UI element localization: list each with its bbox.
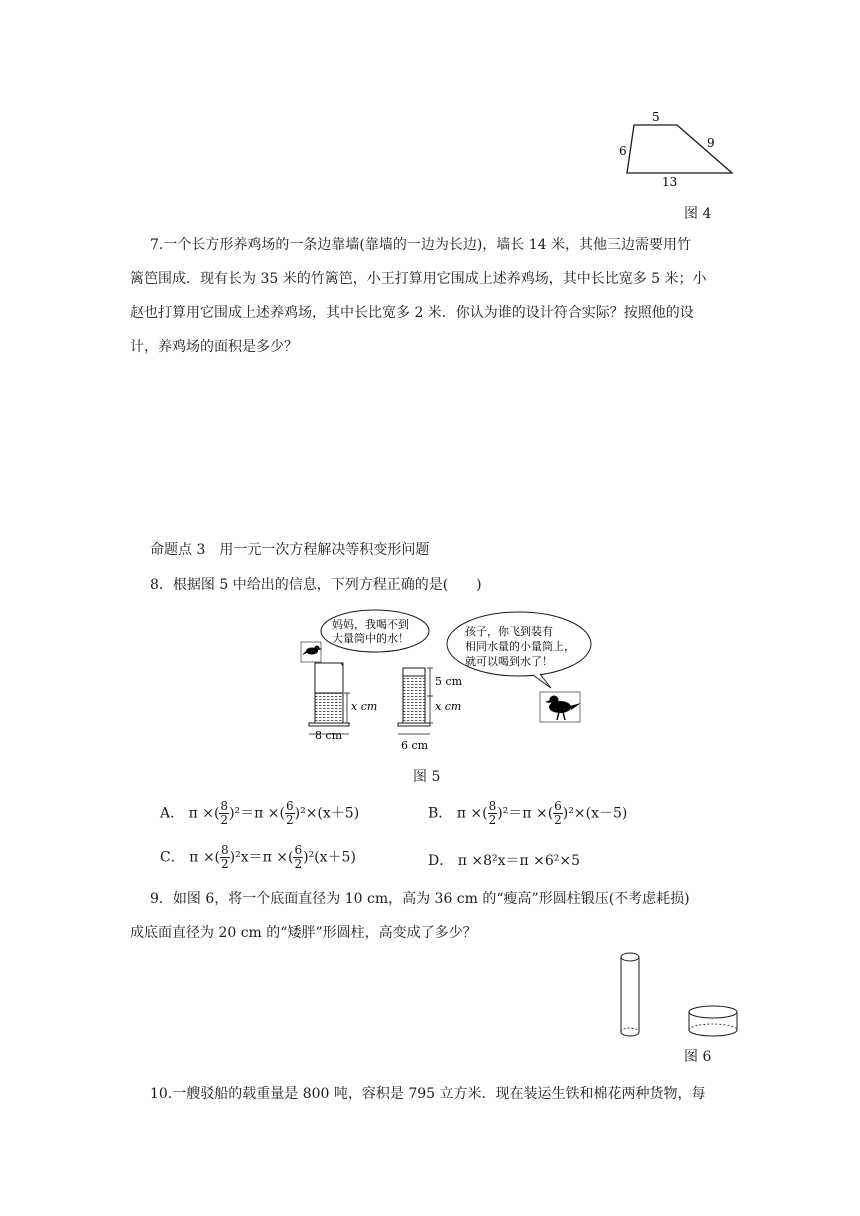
option-b-fraction-2 <box>553 800 563 827</box>
q8-option-c <box>160 844 356 871</box>
option-a-text-3: )²×(x＋5) <box>294 805 360 822</box>
option-c-fraction-1 <box>220 844 230 871</box>
section-3-heading: 命题点 3 用一元一次方程解决等积变形问题 <box>150 542 430 558</box>
option-b-text-2: )²＝π ×( <box>497 805 554 822</box>
small-cylinder-width-label: 6 cm <box>401 739 429 752</box>
option-c-frac-2-numerator: 6 <box>294 843 303 857</box>
large-cylinder-height-label: x cm <box>351 700 378 713</box>
large-cylinder-width-label: 8 cm <box>315 729 343 742</box>
bubble-left-line-2: 大量筒中的水！ <box>332 632 409 645</box>
option-c-frac-1-numerator: 8 <box>221 843 229 857</box>
bird-icon-small <box>302 646 322 656</box>
option-b-frac-2-numerator: 6 <box>554 799 562 813</box>
option-a-frac-2-denominator: 2 <box>285 813 294 827</box>
option-c-text-3: )²(x＋5) <box>303 849 356 866</box>
option-b-letter: B． <box>428 805 453 822</box>
option-a-fraction-2 <box>285 800 295 827</box>
option-b-text-3: )²×(x－5) <box>562 805 628 822</box>
figure6-cylinders <box>612 950 742 1045</box>
option-d-letter: D． <box>428 853 454 869</box>
q8-stem: 8．根据图 5 中给出的信息，下列方程正确的是( ) <box>150 577 482 593</box>
option-a-frac-1-denominator: 2 <box>220 813 229 827</box>
figure4-caption: 图 4 <box>684 206 712 222</box>
trapezoid-label-bottom: 13 <box>662 175 678 189</box>
option-b-text-1: π ×( <box>456 805 488 822</box>
option-b-frac-2-denominator: 2 <box>554 813 562 827</box>
q7-line-3: 赵也打算用它围成上述养鸡场，其中长比宽多 2 米．你认为谁的设计符合实际？按照他的设 <box>130 305 694 321</box>
q9-line-2: 成底面直径为 20 cm 的“矮胖”形圆柱，高变成了多少？ <box>130 925 477 941</box>
option-a-text-2: )²＝π ×( <box>229 805 285 822</box>
option-c-fraction-2 <box>293 844 303 871</box>
option-d-text: π ×8²x＝π ×6²×5 <box>457 853 581 869</box>
q7-line-1: 7.一个长方形养鸡场的一条边靠墙(靠墙的一边为长边)，墙长 14 米，其他三边需要用竹 <box>150 237 691 253</box>
option-a-frac-1-numerator: 8 <box>220 799 229 813</box>
q7-line-4: 计，养鸡场的面积是多少？ <box>130 339 298 355</box>
small-cylinder-gap-label: 5 cm <box>435 675 463 688</box>
option-b-frac-1-numerator: 8 <box>488 799 497 813</box>
q9-line-1: 9．如图 6，将一个底面直径为 10 cm，高为 36 cm 的“瘦高”形圆柱锻压(不考虑耗损) <box>150 891 690 907</box>
option-c-frac-1-denominator: 2 <box>221 857 229 871</box>
question-9 <box>130 882 740 950</box>
option-c-frac-2-denominator: 2 <box>294 857 303 871</box>
option-a-text-1: π ×( <box>188 805 220 822</box>
bubble-left-line-1: 妈妈，我喝不到 <box>332 618 409 631</box>
trapezoid-label-left: 6 <box>619 144 627 158</box>
q8-option-a <box>160 800 359 827</box>
question-7 <box>130 228 740 364</box>
option-a-fraction-1 <box>219 800 229 827</box>
bird-icon-large <box>545 696 581 721</box>
option-b-frac-1-denominator: 2 <box>488 813 497 827</box>
q10-line-1: 10.一艘驳船的载重量是 800 吨，容积是 795 立方米．现在装运生铁和棉花两种货物，每 <box>150 1086 706 1102</box>
small-cylinder-height-label: x cm <box>435 700 462 713</box>
trapezoid-label-top: 5 <box>652 110 660 124</box>
figure4-trapezoid <box>612 105 752 190</box>
bubble-right-line-2: 相同水量的小量筒上， <box>465 640 575 653</box>
option-b-fraction-1 <box>488 800 498 827</box>
figure6-caption: 图 6 <box>684 1049 712 1065</box>
trapezoid-label-right: 9 <box>707 136 715 150</box>
bubble-right-line-3: 就可以喝到水了！ <box>465 655 553 668</box>
option-c-text-2: )²x＝π ×( <box>229 849 294 866</box>
option-a-letter: A． <box>160 805 185 822</box>
option-c-text-1: π ×( <box>189 849 221 866</box>
q7-line-2: 篱笆围成．现有长为 35 米的竹篱笆，小王打算用它围成上述养鸡场，其中长比宽多 5 米；小 <box>130 271 707 287</box>
q8-option-b <box>428 800 627 827</box>
figure5-illustration <box>295 608 595 756</box>
bubble-right-line-1: 孩子，你飞到装有 <box>465 625 553 638</box>
q8-option-d <box>428 850 580 870</box>
option-a-frac-2-numerator: 6 <box>285 799 294 813</box>
option-c-letter: C． <box>160 849 185 866</box>
figure5-caption: 图 5 <box>413 769 441 785</box>
